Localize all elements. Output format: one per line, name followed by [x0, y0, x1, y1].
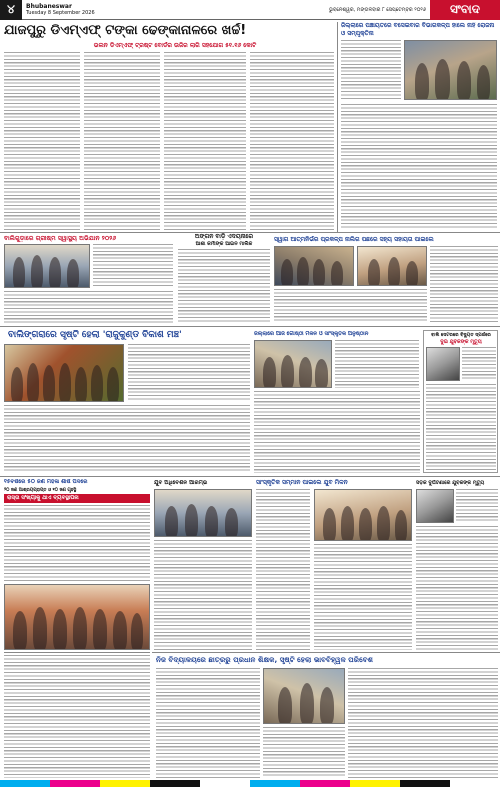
divider: [0, 476, 500, 477]
culture-headline: ସାଂସ୍କୃତିକ ସମ୍ମାନ ପାଇଲେ ଯୁବ ମିଳନ: [256, 479, 348, 486]
right-top-intro: [341, 40, 401, 100]
right-top-photo: [404, 40, 497, 100]
balasore-photo: [4, 344, 124, 402]
school-body-right: [348, 668, 498, 778]
culture-body: [314, 544, 412, 650]
school-headline: ନିଜ ବିଦ୍ୟାଳୟରେ ଛାତ୍ରରୁ ପ୍ରଧାନ ଶିକ୍ଷକ, ସୃଷ୍ଟି ହେଲା ଭାବବିହ୍ୱଳ ପରିବେଶ: [156, 655, 373, 664]
school-body-left: [156, 668, 260, 778]
culture-body-left: [256, 489, 310, 650]
divider: [152, 652, 500, 653]
masthead-dateline: [22, 3, 142, 17]
electric-photo: [426, 347, 460, 381]
accident-photo: [416, 489, 454, 523]
divider: [337, 22, 338, 232]
tribal-body: [4, 505, 150, 581]
accident-headline: ସଡ଼କ ଦୁର୍ଘଟଣାରେ ଯୁବକଙ୍କ ମୃତ୍ୟୁ: [416, 480, 485, 486]
lead-headline: ଯାଜପୁରୁ ଡିଏମ୍ଏଫ୍ ଟଙ୍କା ଢେଙ୍କାନାଳରେ ଖର୍ଚ୍ଚ!: [4, 23, 247, 38]
lead-body-col3: [164, 52, 246, 230]
lead-subhead: ଭଲନ ଡିଏମ୍ଏଫ୍ ଟ୍ରଷ୍ଟ ବୋର୍ଡର ଉଜିର ଲାଗି ସହଯୋଗ ୫୧.୧୬ କୋଟି: [93, 42, 257, 49]
self-help-photo-2: [357, 246, 427, 286]
tribal-subhead: ୨୦ ଜଣ ଆଶ୍ରୟପ୍ରାପ୍ତ ଓ ୧୦ ଜଣ ଗୃହସ୍ଥି: [4, 488, 77, 493]
agri-headline: ଜିଲ୍ଲାରେ ଆଜି ଗୋଷ୍ଠୀ ମିଳନ ଓ ସାଂସ୍କୃତିକ ଅନୁଷ୍ଠାନ: [254, 331, 369, 337]
lead-body-col4: [250, 52, 334, 230]
tribal-badge: ରାସ୍ତା ସଂଖ୍ୟାକୁ ଥାଏ ବ୍ୟବସ୍ଥାପନା: [4, 494, 150, 503]
divider: [4, 652, 150, 653]
right-top-headline: ଜିଲ୍ଲାରେ ପଞ୍ଚାୟତରେ ବସେଇବାର ବିଭାଗକଳ୍ପ ହାଲେ ନାହିଁ ରୋଜନା ଓ ସମ୍ପୃକ୍ତିନା: [341, 22, 495, 37]
divider: [0, 326, 500, 327]
self-help-photo-1: [274, 246, 354, 286]
campaign-body: [93, 244, 173, 288]
campaign-headline: ବାଲିଗୁଡ଼ାରେ ଗ୍ରୀଷ୍ମ ସ୍ୱାସ୍ଥ୍ୟ ଅଭିଯାନ ୨୦୨୬: [4, 235, 117, 242]
electric-body: [426, 384, 496, 470]
campaign-photo: [4, 244, 90, 288]
youth-headline: ଯୁବ ଅଧିବେଶନ ଆରମ୍ଭ: [154, 480, 208, 486]
worker-body: [178, 249, 270, 323]
newspaper-logo: ସଂବାଦ: [430, 0, 500, 20]
accident-body-right: [456, 489, 498, 523]
electric-subhead: ଦୁଇ ଯୁବକଙ୍କ ମୃତ୍ୟୁ: [440, 339, 482, 345]
masthead: [0, 0, 500, 20]
tribal-photo: [4, 584, 150, 650]
masthead-date-odia: ଭୁବନେଶ୍ୱର, ମଙ୍ଗଳବାର ୮ ସେପ୍ଟେମ୍ବର ୨୦୨୬: [329, 6, 426, 13]
worker-subhead: ଆଶା କର୍ମୀଙ୍କ ଆଇନ ମାଲିକ: [195, 241, 253, 247]
agri-body: [254, 391, 420, 473]
school-photo: [263, 668, 345, 724]
balasore-headline: ବାଲିଙ୍ଗରାରେ ସୃଷ୍ଟି ହେଲା 'ରାଜୁକୁଣ୍ଡ ବିକାଶ ମଞ୍ଚ': [8, 330, 182, 340]
self-help-headline: ସ୍ୱାଗ ଆତ୍ମନିର୍ଭର ପ୍ରକଳ୍ପ ନାଲିଗ ପଛରେ ସହ୍ୟ ସହାୟତା ପାଇଲେ: [274, 236, 434, 243]
self-help-body-lower: [274, 289, 427, 323]
page-number: ୪: [0, 0, 22, 20]
youth-body: [154, 540, 252, 650]
school-body-under-photo: [263, 727, 345, 778]
tribal-body-lower: [4, 655, 150, 778]
accident-body: [416, 526, 498, 650]
campaign-body-lower: [4, 291, 173, 323]
tribal-headline: ୧୫ବର୍ଷରେ ୫୦ ଜଣ ମହିଳା ଶୀର୍ଷ ପଦରେ: [4, 479, 88, 485]
print-color-marks: [0, 780, 500, 787]
lead-body-col1: [4, 52, 80, 230]
agri-body-right: [335, 340, 419, 388]
right-top-body: [341, 104, 497, 230]
balasore-body-right: [128, 344, 250, 402]
youth-photo: [154, 489, 252, 537]
self-help-body: [430, 246, 498, 323]
culture-photo: [314, 489, 412, 541]
lead-body-col2: [84, 52, 160, 230]
masthead-city: Bhubaneswar: [26, 2, 72, 10]
balasore-body: [4, 405, 250, 473]
agri-photo: [254, 340, 332, 388]
worker-headline: ଅଙ୍ଗନ ବାଡ଼ି ଏଦୟନାରେ: [194, 233, 254, 240]
masthead-date: Tuesday 8 September 2026: [26, 9, 95, 16]
electric-headline: ବାଲି ସେଟରରେ ବିଦ୍ୟୁତ ସ୍ପର୍ଶରେ: [431, 333, 491, 338]
electric-body-right: [462, 347, 496, 381]
